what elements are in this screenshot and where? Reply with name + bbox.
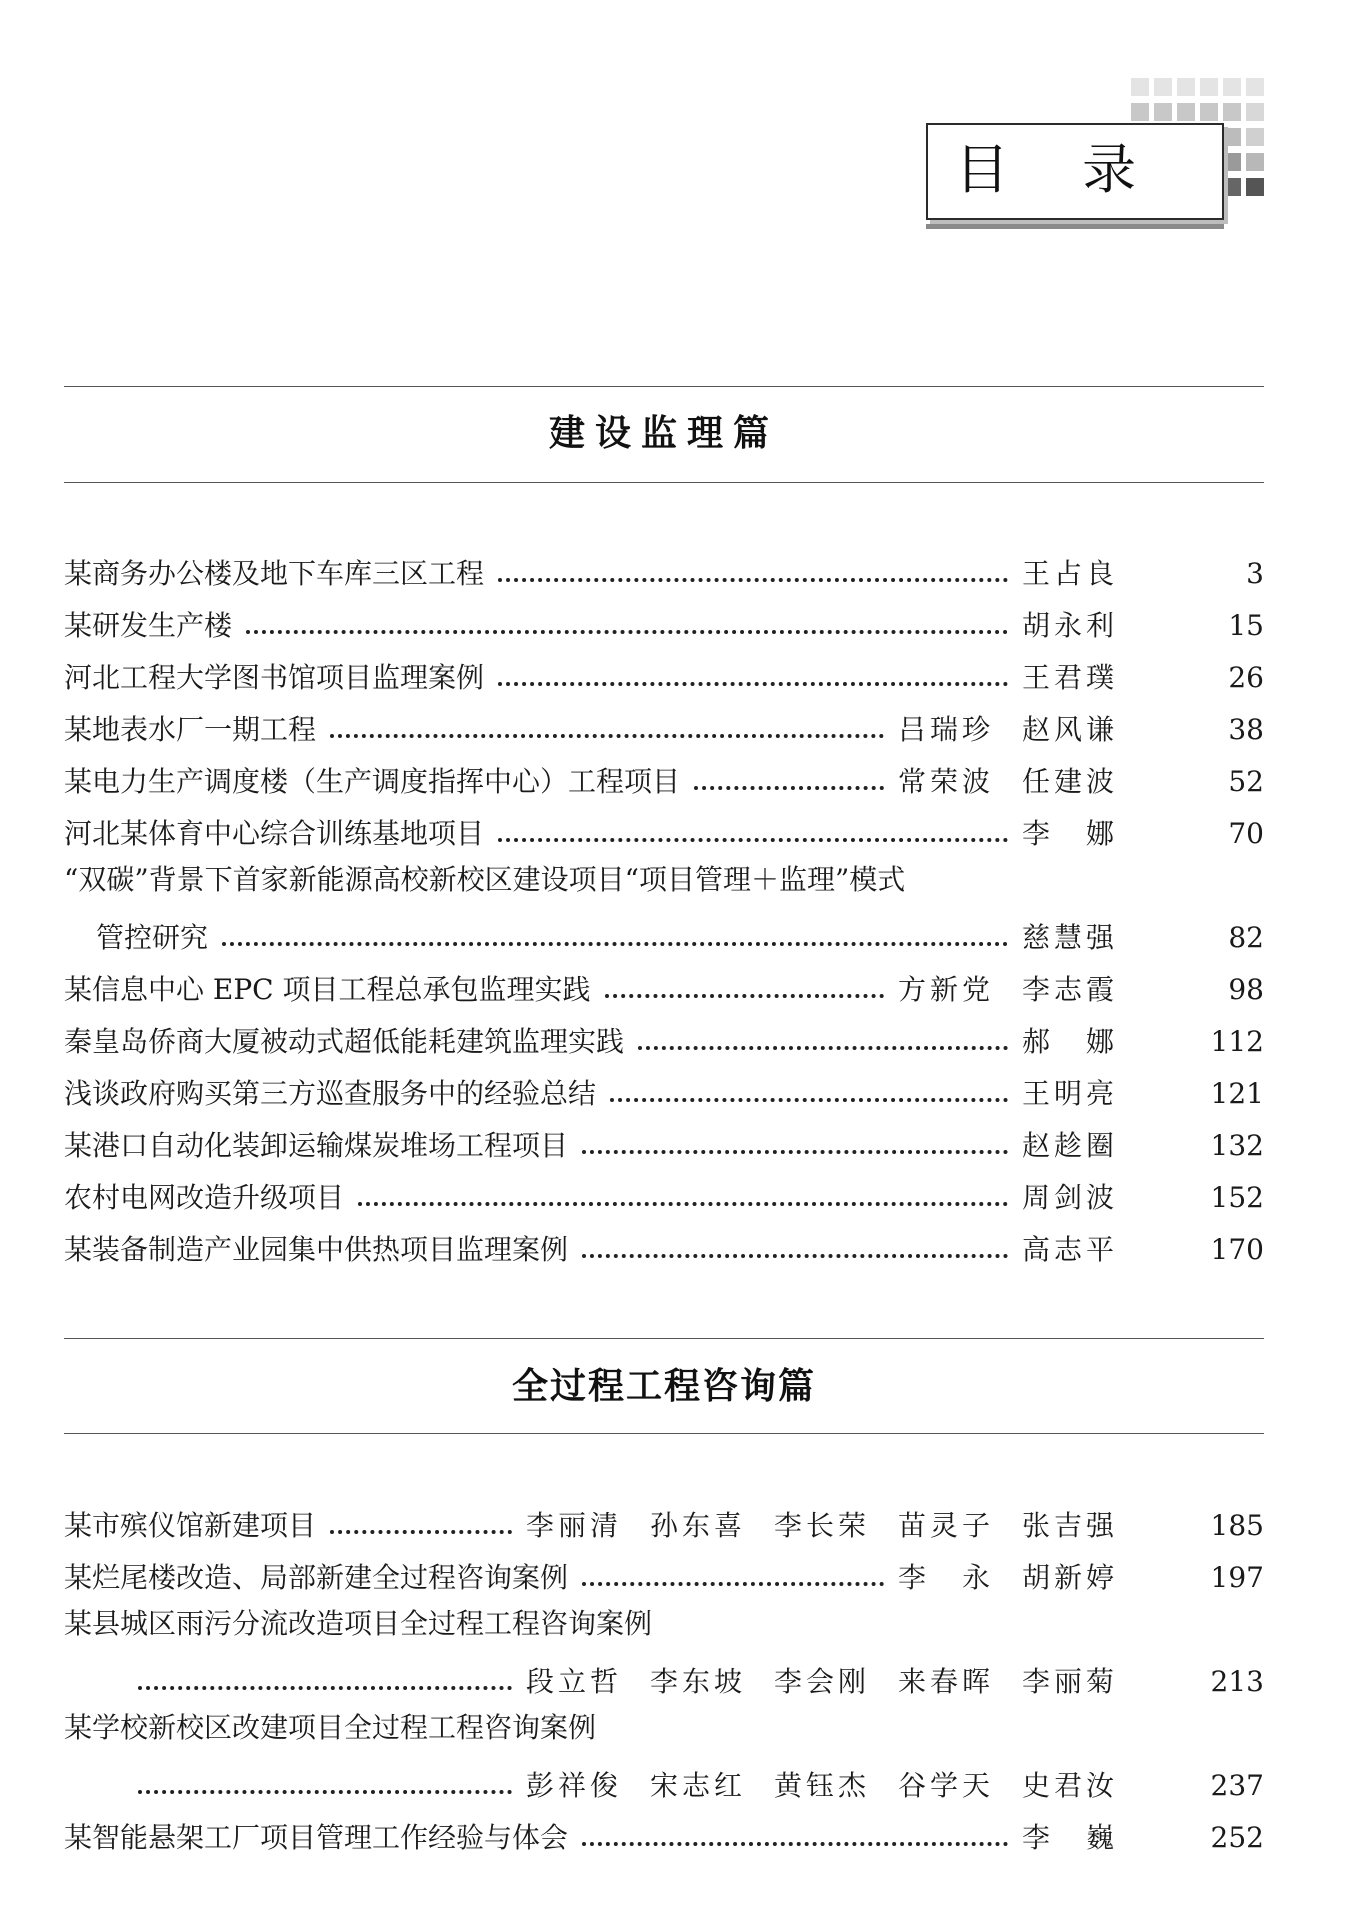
toc-page-number: 70 — [1228, 817, 1264, 850]
author-name: 慈慧强 — [1022, 921, 1119, 954]
toc-page-number: 185 — [1210, 1509, 1264, 1542]
dot-leader — [330, 734, 884, 738]
author-name: 赵趁圈 — [1022, 1129, 1119, 1162]
dot-leader — [582, 1150, 1008, 1154]
toc-entry[interactable] — [64, 964, 1264, 1008]
toc-entry-authors — [1022, 608, 1146, 644]
section-divider-top — [64, 386, 1264, 387]
author-name: 孙东喜 — [650, 1509, 747, 1542]
toc-entry-title: 某烂尾楼改造、局部新建全过程咨询案例 — [64, 1561, 569, 1594]
page-title: 目 录 — [955, 138, 1165, 201]
toc-entry-authors — [898, 1560, 1146, 1596]
toc-entry-title: 浅谈政府购买第三方巡查服务中的经验总结 — [64, 1077, 597, 1110]
toc-entry[interactable] — [64, 652, 1264, 696]
author-name: 王明亮 — [1022, 1077, 1119, 1110]
toc-entry-authors — [526, 1664, 1146, 1700]
toc-entry[interactable] — [64, 808, 1264, 852]
toc-entry[interactable] — [64, 1812, 1264, 1856]
toc-page-number: 3 — [1246, 557, 1264, 590]
section-divider-bottom — [64, 1433, 1264, 1434]
toc-entry-authors — [1022, 1232, 1146, 1268]
toc-entry[interactable] — [64, 1068, 1264, 1112]
author-name: 李丽菊 — [1022, 1665, 1119, 1698]
section-divider-bottom — [64, 482, 1264, 483]
author-name: 李 巍 — [1022, 1821, 1119, 1854]
toc-entry-title: 某学校新校区改建项目全过程工程咨询案例 — [64, 1711, 597, 1744]
toc-entry-title: 管控研究 — [96, 921, 209, 954]
toc-entry-authors — [526, 1768, 1146, 1804]
dot-leader — [605, 994, 884, 998]
toc-entry[interactable] — [64, 1016, 1264, 1060]
author-name: 李丽清 — [526, 1509, 623, 1542]
author-name: 苗灵子 — [898, 1509, 995, 1542]
toc-entry-authors — [898, 764, 1146, 800]
toc-entry-authors — [526, 1508, 1146, 1544]
toc-entry-title: 河北某体育中心综合训练基地项目 — [64, 817, 485, 850]
toc-page-number: 82 — [1228, 921, 1264, 954]
author-name: 黄钰杰 — [774, 1769, 871, 1802]
section-divider-top — [64, 1338, 1264, 1339]
toc-page-number: 252 — [1210, 1821, 1264, 1854]
toc-entry[interactable] — [64, 912, 1264, 956]
author-name: 李东坡 — [650, 1665, 747, 1698]
toc-entry-title: “双碳”背景下首家新能源高校新校区建设项目“项目管理＋监理”模式 — [64, 863, 906, 896]
toc-page-number: 213 — [1210, 1665, 1264, 1698]
toc-entry[interactable] — [64, 548, 1264, 592]
author-name: 李 娜 — [1022, 817, 1119, 850]
author-name: 来春晖 — [898, 1665, 995, 1698]
toc-page-number: 26 — [1228, 661, 1264, 694]
toc-entry-authors — [1022, 1024, 1146, 1060]
toc-entry[interactable] — [64, 704, 1264, 748]
toc-entry-title: 某县城区雨污分流改造项目全过程工程咨询案例 — [64, 1607, 653, 1640]
toc-entry-title: 某商务办公楼及地下车库三区工程 — [64, 557, 485, 590]
dot-leader — [694, 786, 884, 790]
author-name: 张吉强 — [1022, 1509, 1119, 1542]
dot-leader — [498, 682, 1008, 686]
author-name: 王君璞 — [1022, 661, 1119, 694]
toc-entry-authors — [1022, 660, 1146, 696]
toc-entry-title: 某装备制造产业园集中供热项目监理案例 — [64, 1233, 569, 1266]
toc-entry[interactable] — [64, 1224, 1264, 1268]
author-name: 赵风谦 — [1022, 713, 1119, 746]
dot-leader — [582, 1842, 1008, 1846]
dot-leader — [498, 578, 1008, 582]
toc-entry[interactable] — [64, 1760, 1264, 1804]
toc-page-number: 132 — [1210, 1129, 1264, 1162]
toc-page-number: 170 — [1210, 1233, 1264, 1266]
toc-entry[interactable] — [64, 1552, 1264, 1596]
author-name: 谷学天 — [898, 1769, 995, 1802]
dot-leader — [582, 1254, 1008, 1258]
toc-page-number: 152 — [1210, 1181, 1264, 1214]
toc-entry-title: 某电力生产调度楼（生产调度指挥中心）工程项目 — [64, 765, 681, 798]
toc-entry-authors — [1022, 816, 1146, 852]
toc-entry[interactable] — [64, 600, 1264, 644]
toc-entry[interactable] — [64, 756, 1264, 800]
author-name: 王占良 — [1022, 557, 1119, 590]
author-name: 郝 娜 — [1022, 1025, 1119, 1058]
dot-leader — [582, 1582, 884, 1586]
toc-entry-authors — [1022, 1820, 1146, 1856]
author-name: 胡永利 — [1022, 609, 1119, 642]
dot-leader — [222, 942, 1008, 946]
author-name: 史君汝 — [1022, 1769, 1119, 1802]
author-name: 李会刚 — [774, 1665, 871, 1698]
author-name: 任建波 — [1022, 765, 1119, 798]
author-name: 彭祥俊 — [526, 1769, 623, 1802]
dot-leader — [610, 1098, 1008, 1102]
toc-page-number: 38 — [1228, 713, 1264, 746]
toc-entry[interactable] — [64, 1500, 1264, 1544]
toc-page-number: 98 — [1228, 973, 1264, 1006]
author-name: 方新党 — [898, 973, 995, 1006]
dot-leader — [138, 1790, 512, 1794]
toc-page-number: 121 — [1210, 1077, 1264, 1110]
toc-page-number: 237 — [1210, 1769, 1264, 1802]
toc-entry-authors — [898, 972, 1146, 1008]
author-name: 胡新婷 — [1022, 1561, 1119, 1594]
toc-entry[interactable] — [64, 1120, 1264, 1164]
toc-page-number: 15 — [1228, 609, 1264, 642]
section-title-supervision: 建设监理篇 — [548, 413, 779, 454]
toc-entry-title: 河北工程大学图书馆项目监理案例 — [64, 661, 485, 694]
toc-page-number: 112 — [1210, 1025, 1264, 1058]
toc-entry-authors — [898, 712, 1146, 748]
toc-entry-authors — [1022, 1128, 1146, 1164]
dot-leader — [638, 1046, 1008, 1050]
toc-page-number: 197 — [1210, 1561, 1264, 1594]
dot-leader — [498, 838, 1008, 842]
toc-entry-title: 某地表水厂一期工程 — [64, 713, 317, 746]
dot-leader — [358, 1202, 1008, 1206]
toc-entry-title: 某研发生产楼 — [64, 609, 233, 642]
section-title-consulting: 全过程工程咨询篇 — [511, 1366, 816, 1407]
header-underline — [926, 224, 1224, 229]
dot-leader — [138, 1686, 512, 1690]
author-name: 李长荣 — [774, 1509, 871, 1542]
toc-entry-title: 某港口自动化装卸运输煤炭堆场工程项目 — [64, 1129, 569, 1162]
author-name: 常荣波 — [898, 765, 995, 798]
toc-entry-authors — [1022, 556, 1146, 592]
toc-entry[interactable] — [64, 1172, 1264, 1216]
author-name: 李 永 — [898, 1561, 995, 1594]
author-name: 吕瑞珍 — [898, 713, 995, 746]
toc-entry-title: 某信息中心 EPC 项目工程总承包监理实践 — [64, 973, 591, 1006]
author-name: 宋志红 — [650, 1769, 747, 1802]
toc-entry-title: 秦皇岛侨商大厦被动式超低能耗建筑监理实践 — [64, 1025, 625, 1058]
toc-entry-authors — [1022, 920, 1146, 956]
toc-entry-authors — [1022, 1076, 1146, 1112]
toc-entry-title: 某智能悬架工厂项目管理工作经验与体会 — [64, 1821, 569, 1854]
toc-entry-title: 农村电网改造升级项目 — [64, 1181, 345, 1214]
toc-entry[interactable] — [64, 1656, 1264, 1700]
toc-page-number: 52 — [1228, 765, 1264, 798]
toc-entry-authors — [1022, 1180, 1146, 1216]
author-name: 高志平 — [1022, 1233, 1119, 1266]
toc-entry-title: 某市殡仪馆新建项目 — [64, 1509, 317, 1542]
dot-leader — [330, 1530, 512, 1534]
dot-leader — [246, 630, 1008, 634]
author-name: 李志霞 — [1022, 973, 1119, 1006]
author-name: 周剑波 — [1022, 1181, 1119, 1214]
author-name: 段立哲 — [526, 1665, 623, 1698]
